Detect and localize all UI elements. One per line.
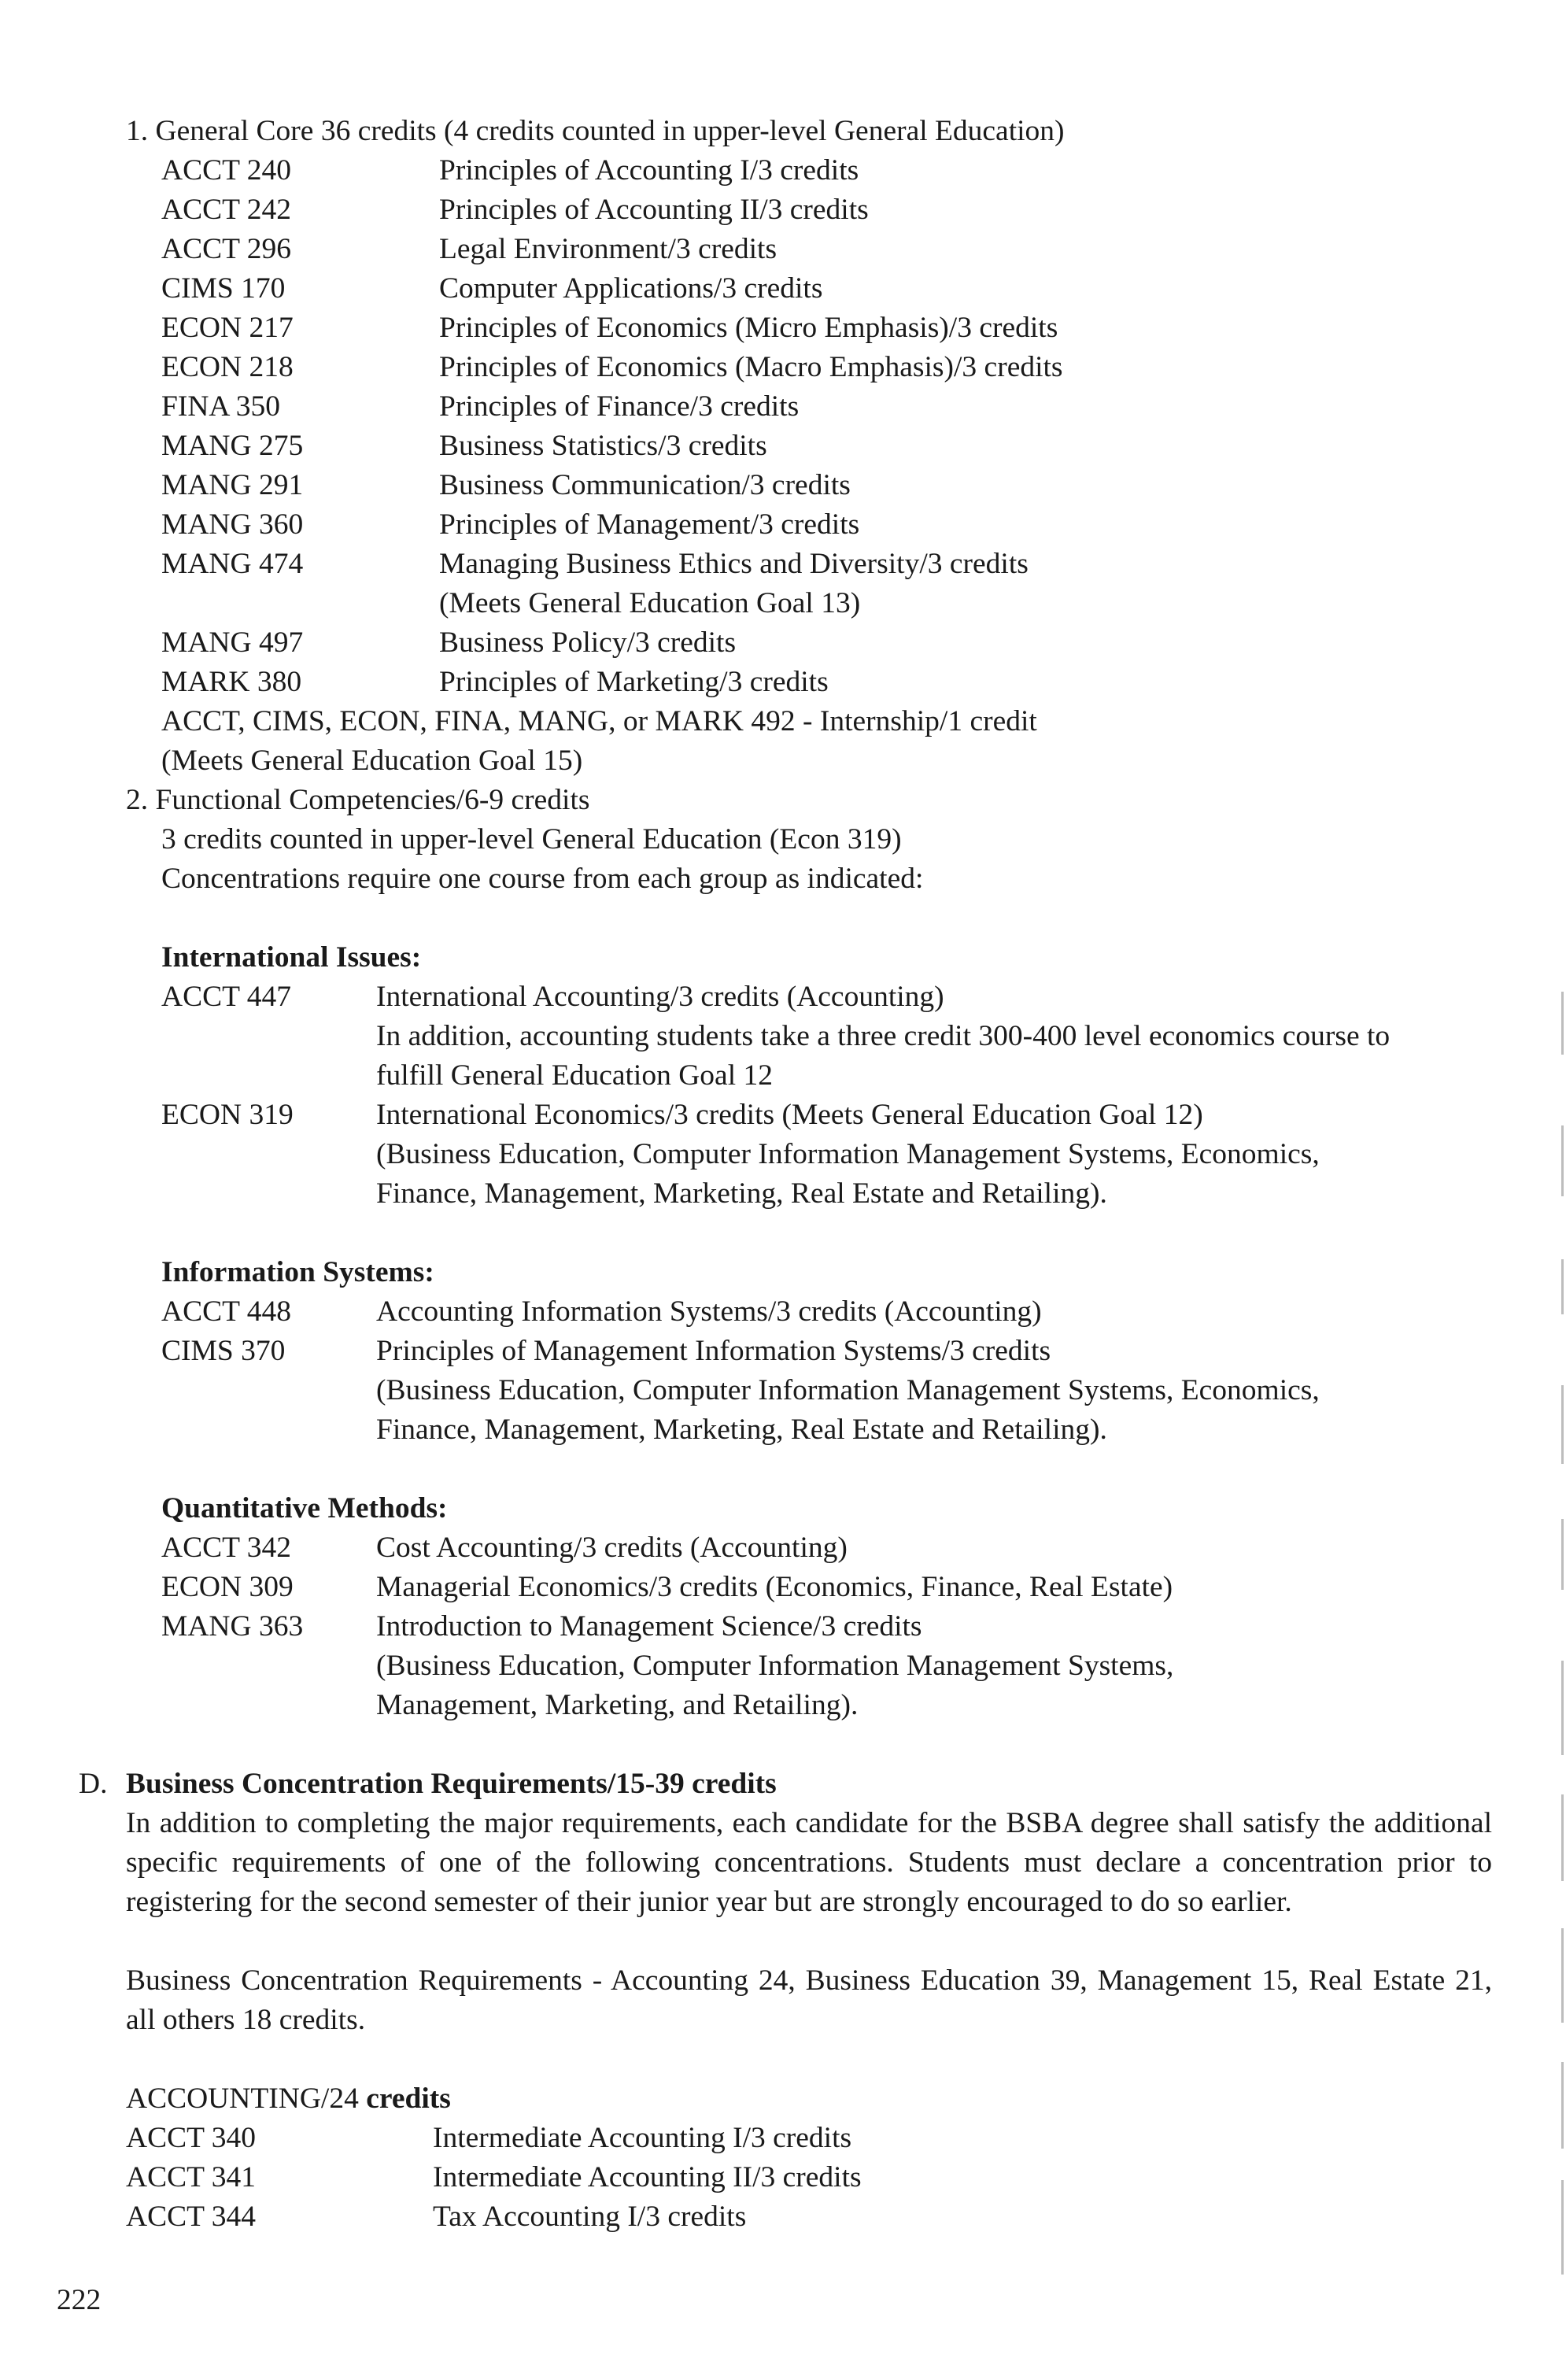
course-description: (Business Education, Computer Information Management Systems, Economics, xyxy=(376,1374,1320,1406)
course-code: ACCT 296 xyxy=(161,233,291,265)
course-row xyxy=(0,151,1566,190)
course-code: ACCT 447 xyxy=(161,981,291,1013)
course-description: fulfill General Education Goal 12 xyxy=(376,1059,773,1092)
course-description: Finance, Management, Marketing, Real Estate and Retailing). xyxy=(376,1177,1107,1210)
scan-edge-mark xyxy=(1561,1259,1564,1314)
functional-competencies-heading: 2. Functional Competencies/6-9 credits xyxy=(126,784,590,816)
course-code: CIMS 370 xyxy=(161,1335,286,1367)
scan-edge-mark xyxy=(1561,1928,1564,2023)
course-row xyxy=(0,348,1566,387)
internship-line: ACCT, CIMS, ECON, FINA, MANG, or MARK 492 - Internship/1 credit xyxy=(161,705,1037,737)
course-description: International Economics/3 credits (Meets General Education Goal 12) xyxy=(376,1099,1203,1131)
course-row xyxy=(0,623,1566,663)
course-row xyxy=(0,309,1566,348)
scan-edge-mark xyxy=(1561,2180,1564,2275)
scan-edge-mark xyxy=(1561,1125,1564,1196)
group-title-quantitative-methods: Quantitative Methods: xyxy=(161,1492,448,1524)
course-description: Principles of Economics (Micro Emphasis)/3 credits xyxy=(439,312,1058,344)
group-line xyxy=(0,1292,1566,1332)
course-code: ACCT 344 xyxy=(126,2201,256,2233)
scan-edge-mark xyxy=(1561,1519,1564,1590)
course-code: ECON 218 xyxy=(161,351,294,383)
course-code: MANG 363 xyxy=(161,1610,304,1643)
course-row xyxy=(0,2197,1566,2237)
section-d-paragraph-1: In addition to completing the major requirements, each candidate for the BSBA degree shall satisfy the additional specific requirements of one of the following concentrations. Students must declare a concentration prior to registering for the second semester of their junior year but are strongly encouraged to do so earlier. xyxy=(126,1807,1492,1918)
course-code: ACCT 242 xyxy=(161,194,291,226)
course-description: Principles of Management Information Systems/3 credits xyxy=(376,1335,1051,1367)
course-description: Managing Business Ethics and Diversity/3 credits xyxy=(439,548,1029,580)
course-description: (Business Education, Computer Information Management Systems, Economics, xyxy=(376,1138,1320,1170)
course-description: Tax Accounting I/3 credits xyxy=(433,2201,747,2233)
course-description: (Meets General Education Goal 13) xyxy=(439,587,861,619)
course-code: FINA 350 xyxy=(161,390,281,423)
course-row xyxy=(0,269,1566,309)
group-line xyxy=(0,978,1566,1017)
course-code: ECON 217 xyxy=(161,312,294,344)
course-description: In addition, accounting students take a three credit 300-400 level economics course to xyxy=(376,1020,1391,1052)
course-description: Accounting Information Systems/3 credits (Accounting) xyxy=(376,1295,1042,1328)
section-d-title: Business Concentration Requirements/15-39 credits xyxy=(126,1768,777,1800)
course-row xyxy=(0,2119,1566,2158)
group-line xyxy=(0,1096,1566,1135)
group-line xyxy=(0,1646,1566,1686)
course-description: Computer Applications/3 credits xyxy=(439,272,823,305)
group-line xyxy=(0,1135,1566,1174)
course-row xyxy=(0,545,1566,584)
course-code: ECON 309 xyxy=(161,1571,294,1603)
course-row xyxy=(0,466,1566,505)
course-description: Principles of Management/3 credits xyxy=(439,508,860,541)
course-row xyxy=(0,230,1566,269)
group-line xyxy=(0,1174,1566,1214)
course-description: Finance, Management, Marketing, Real Estate and Retailing). xyxy=(376,1414,1107,1446)
accounting-heading-main: ACCOUNTING/24 xyxy=(126,2082,359,2115)
scan-edge-mark xyxy=(1561,1385,1564,1464)
group-line xyxy=(0,1332,1566,1371)
course-description: Principles of Finance/3 credits xyxy=(439,390,800,423)
course-description: Cost Accounting/3 credits (Accounting) xyxy=(376,1532,848,1564)
course-row xyxy=(0,427,1566,466)
course-description: Business Policy/3 credits xyxy=(439,626,737,659)
course-code: MANG 275 xyxy=(161,430,304,462)
course-code: ACCT 240 xyxy=(161,154,291,187)
course-row xyxy=(0,387,1566,427)
section-d-paragraph-2: Business Concentration Requirements - Accounting 24, Business Education 39, Management 15, Real Estate 21, all others 18 credits. xyxy=(126,1964,1492,2036)
course-description: Managerial Economics/3 credits (Economics, Finance, Real Estate) xyxy=(376,1571,1173,1603)
course-row xyxy=(0,505,1566,545)
functional-note-concentrations: Concentrations require one course from each group as indicated: xyxy=(161,863,924,895)
course-description: Principles of Economics (Macro Emphasis)/3 credits xyxy=(439,351,1063,383)
group-line xyxy=(0,1056,1566,1096)
course-description: Principles of Accounting II/3 credits xyxy=(439,194,869,226)
course-code: MANG 474 xyxy=(161,548,304,580)
course-description: Principles of Accounting I/3 credits xyxy=(439,154,859,187)
course-code: ACCT 448 xyxy=(161,1295,291,1328)
course-description: (Business Education, Computer Information Management Systems, xyxy=(376,1650,1174,1682)
group-line xyxy=(0,1371,1566,1410)
page-number: 222 xyxy=(57,2284,102,2316)
course-description: Principles of Marketing/3 credits xyxy=(439,666,829,698)
scan-edge-mark xyxy=(1561,992,1564,1055)
course-code: CIMS 170 xyxy=(161,272,286,305)
course-description: Intermediate Accounting II/3 credits xyxy=(433,2161,862,2193)
course-description: Business Statistics/3 credits xyxy=(439,430,767,462)
course-row xyxy=(0,2158,1566,2197)
course-code: ECON 319 xyxy=(161,1099,294,1131)
group-line xyxy=(0,1607,1566,1646)
course-code: ACCT 342 xyxy=(161,1532,291,1564)
course-description: Introduction to Management Science/3 credits xyxy=(376,1610,922,1643)
accounting-heading xyxy=(126,2079,451,2119)
scan-edge-mark xyxy=(1561,2062,1564,2149)
course-description: Intermediate Accounting I/3 credits xyxy=(433,2122,852,2154)
course-row xyxy=(0,663,1566,702)
internship-note: (Meets General Education Goal 15) xyxy=(161,745,583,777)
course-row xyxy=(0,584,1566,623)
course-description: International Accounting/3 credits (Accounting) xyxy=(376,981,944,1013)
course-code: MANG 291 xyxy=(161,469,304,501)
group-line xyxy=(0,1017,1566,1056)
functional-note-upper-level: 3 credits counted in upper-level General Education (Econ 319) xyxy=(161,823,902,856)
course-code: ACCT 341 xyxy=(126,2161,256,2193)
group-title-international-issues: International Issues: xyxy=(161,941,422,974)
course-code: ACCT 340 xyxy=(126,2122,256,2154)
course-description: Legal Environment/3 credits xyxy=(439,233,777,265)
scan-edge-mark xyxy=(1561,1661,1564,1755)
course-description: Business Communication/3 credits xyxy=(439,469,851,501)
course-code: MANG 497 xyxy=(161,626,304,659)
scan-edge-mark xyxy=(1561,1794,1564,1881)
course-description: Management, Marketing, and Retailing). xyxy=(376,1689,859,1721)
group-line xyxy=(0,1528,1566,1568)
course-code: MARK 380 xyxy=(161,666,302,698)
course-row xyxy=(0,190,1566,230)
accounting-heading-credits: credits xyxy=(358,2082,451,2115)
group-title-information-systems: Information Systems: xyxy=(161,1256,434,1288)
general-core-heading: 1. General Core 36 credits (4 credits counted in upper-level General Education) xyxy=(126,115,1065,147)
section-d-letter: D. xyxy=(79,1768,108,1800)
group-line xyxy=(0,1410,1566,1450)
group-line xyxy=(0,1686,1566,1725)
course-code: MANG 360 xyxy=(161,508,304,541)
group-line xyxy=(0,1568,1566,1607)
